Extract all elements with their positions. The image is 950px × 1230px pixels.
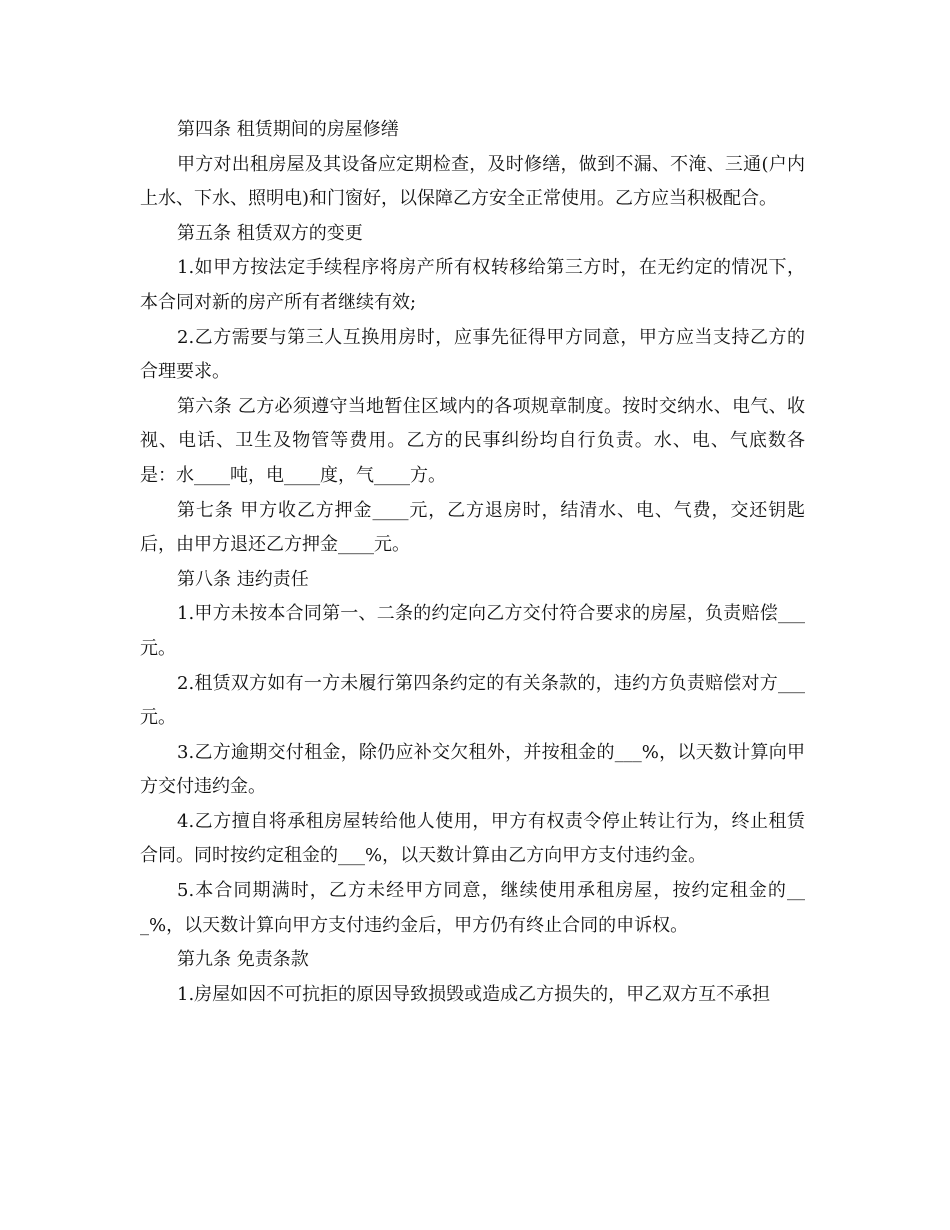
paragraph-article-8-item-4: 4.乙方擅自将承租房屋转给他人使用，甲方有权责令停止转让行为，终止租赁合同。同时按约定租金的___%，以天数计算由乙方向甲方支付违约金。 [140,810,805,867]
document-body [140,113,805,1012]
paragraph-article-9-item-1: 1.房屋如因不可抗拒的原因导致损毁或造成乙方损失的，甲乙双方互不承担 [177,983,771,1005]
paragraph-article-8-item-1: 1.甲方未按本合同第一、二条的约定向乙方交付符合要求的房屋，负责赔偿___元。 [140,603,805,659]
paragraph-article-8-item-2: 2.租赁双方如有一方未履行第四条约定的有关条款的，违约方负责赔偿对方___元。 [140,672,805,729]
heading-article-5: 第五条 租赁双方的变更 [177,222,363,244]
paragraph-article-7: 第七条 甲方收乙方押金____元，乙方退房时，结清水、电、气费，交还钥匙后，由甲方退还乙方押金____元。 [140,499,805,556]
heading-article-9: 第九条 免责条款 [177,949,309,971]
heading-article-4: 第四条 租赁期间的房屋修缮 [177,119,399,140]
paragraph-article-8-item-3: 3.乙方逾期交付租金，除仍应补交欠租外，并按租金的___%，以天数计算向甲方交付违约金。 [140,741,805,798]
paragraph-article-6: 第六条 乙方必须遵守当地暂住区域内的各项规章制度。按时交纳水、电气、收视、电话、卫生及物管等费用。乙方的民事纠纷均自行负责。水、电、气底数各是：水____吨，电____度，气____方。 [140,395,805,486]
paragraph-article-8-item-5: 5.本合同期满时，乙方未经甲方同意，继续使用承租房屋，按约定租金的___%，以天数计算向甲方支付违约金后，甲方仍有终止合同的申诉权。 [140,880,805,936]
heading-article-8: 第八条 违约责任 [177,568,309,590]
paragraph-article-4-body: 甲方对出租房屋及其设备应定期检查，及时修缮，做到不漏、不淹、三通(户内上水、下水、照明电)和门窗好，以保障乙方安全正常使用。乙方应当积极配合。 [140,153,805,210]
paragraph-article-5-item-1: 1.如甲方按法定手续程序将房产所有权转移给第三方时，在无约定的情况下，本合同对新的房产所有者继续有效; [140,257,805,313]
paragraph-article-5-item-2: 2.乙方需要与第三人互换用房时，应事先征得甲方同意，甲方应当支持乙方的合理要求。 [140,326,805,383]
